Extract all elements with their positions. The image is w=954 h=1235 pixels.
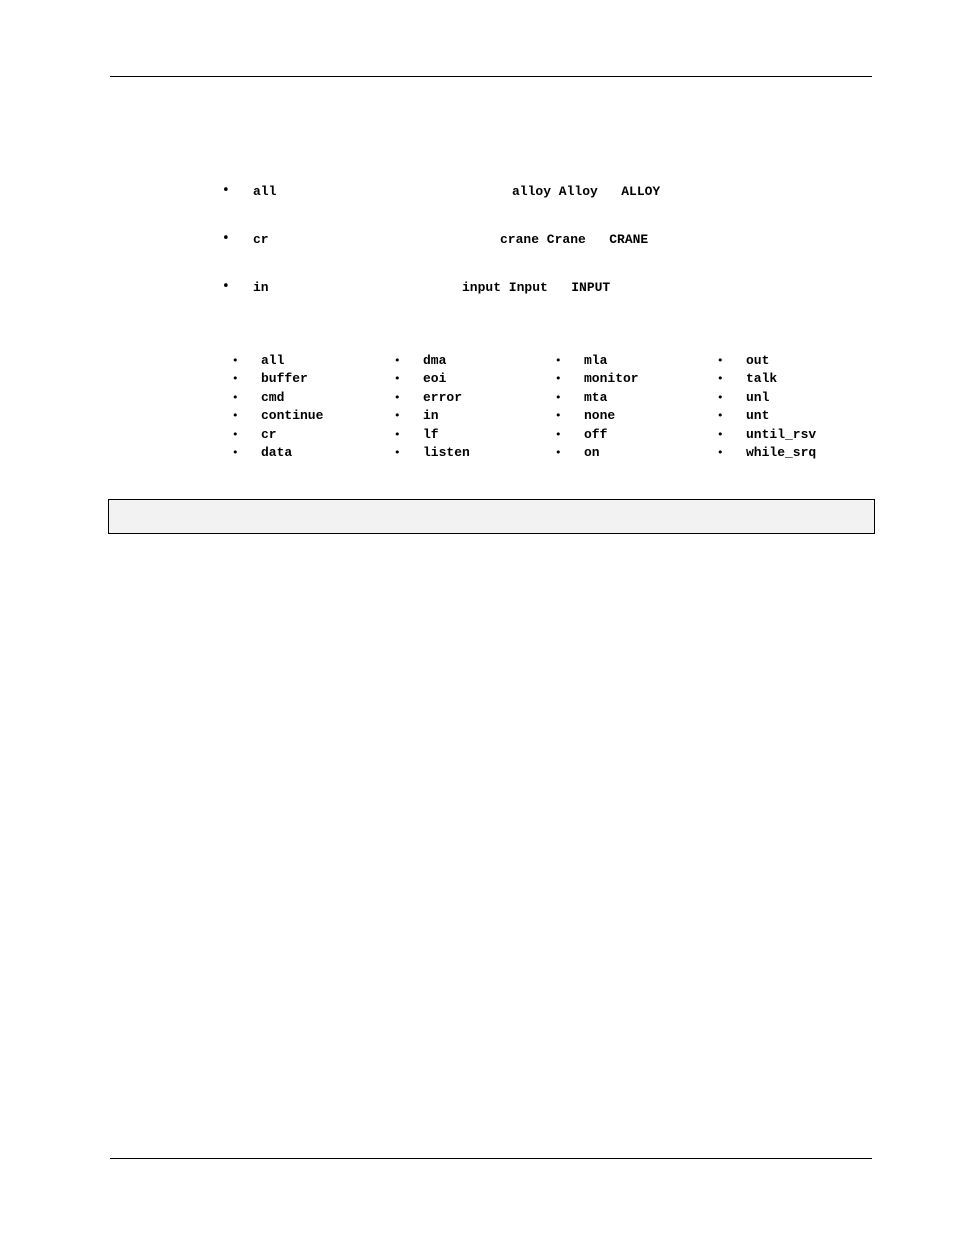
bullet: •: [394, 372, 401, 386]
bullet: •: [232, 427, 239, 441]
keyword-column-1: [232, 352, 392, 462]
bullet: •: [717, 427, 724, 441]
keyword-item: [394, 426, 554, 444]
keyword-item: [394, 389, 554, 407]
bullet: •: [222, 183, 230, 198]
bullet: •: [717, 409, 724, 423]
keyword: talk: [746, 371, 778, 387]
keyword-item: [232, 444, 392, 462]
keyword: none: [584, 408, 616, 424]
example-matches: alloy Alloy ALLOY: [512, 184, 661, 199]
keyword-item: [232, 352, 392, 370]
keyword-item: [232, 407, 392, 425]
keyword-item: [717, 352, 877, 370]
keyword: on: [584, 444, 600, 460]
keyword: until_rsv: [746, 426, 817, 442]
bullet: •: [232, 409, 239, 423]
bullet: •: [232, 372, 239, 386]
bullet: •: [394, 427, 401, 441]
keyword: cr: [261, 426, 277, 442]
bullet: •: [222, 231, 230, 246]
bullet: •: [394, 354, 401, 367]
keyword-item: [717, 407, 877, 425]
keyword: eoi: [423, 371, 447, 387]
keyword-item: [394, 444, 554, 462]
bullet: •: [222, 279, 230, 294]
keyword-item: [717, 370, 877, 388]
keyword-item: [232, 370, 392, 388]
keyword-column-3: [555, 352, 715, 462]
bullet: •: [394, 409, 401, 423]
bullet: •: [394, 445, 401, 459]
example-keyword: cr: [253, 232, 269, 247]
keyword: off: [584, 426, 608, 442]
keyword-item: [555, 407, 715, 425]
keyword-item: [717, 444, 877, 462]
bullet: •: [232, 445, 239, 459]
keyword: monitor: [584, 371, 639, 387]
example-matches: input Input INPUT: [462, 280, 611, 295]
keyword: out: [746, 353, 770, 368]
keyword: buffer: [261, 371, 308, 387]
bullet: •: [555, 354, 562, 367]
keyword: continue: [261, 408, 324, 424]
keyword: all: [261, 353, 285, 368]
keyword-item: [717, 426, 877, 444]
header-rule: [110, 76, 872, 77]
bullet: •: [555, 445, 562, 459]
keyword-item: [555, 444, 715, 462]
keyword: mta: [584, 389, 608, 405]
note-box: [108, 499, 875, 534]
bullet: •: [555, 372, 562, 386]
keyword: unt: [746, 408, 770, 424]
bullet: •: [555, 409, 562, 423]
bullet: •: [717, 354, 724, 367]
keyword: mla: [584, 353, 608, 368]
keyword-item: [232, 389, 392, 407]
keyword: cmd: [261, 389, 285, 405]
keyword-item: [394, 352, 554, 370]
keyword: dma: [423, 353, 447, 368]
keyword-item: [394, 370, 554, 388]
keyword-item: [232, 426, 392, 444]
keyword: in: [423, 408, 439, 424]
keyword: listen: [423, 444, 470, 460]
keyword-list: [232, 352, 852, 467]
footer-rule: [110, 1158, 872, 1159]
bullet: •: [555, 427, 562, 441]
keyword: lf: [423, 426, 439, 442]
example-keyword: in: [253, 280, 269, 295]
keyword: unl: [746, 389, 770, 405]
keyword-item: [394, 407, 554, 425]
keyword: error: [423, 389, 463, 405]
example-keyword: all: [253, 184, 277, 199]
bullet: •: [555, 390, 562, 404]
bullet: •: [232, 390, 239, 404]
keyword: while_srq: [746, 444, 817, 460]
keyword-item: [555, 352, 715, 370]
keyword-item: [555, 370, 715, 388]
keyword-item: [717, 389, 877, 407]
bullet: •: [717, 372, 724, 386]
bullet: •: [717, 390, 724, 404]
keyword-item: [555, 426, 715, 444]
keyword: data: [261, 444, 293, 460]
keyword-item: [555, 389, 715, 407]
bullet: •: [717, 445, 724, 459]
bullet: •: [394, 390, 401, 404]
keyword-column-4: [717, 352, 877, 462]
bullet: •: [232, 354, 239, 367]
keyword-column-2: [394, 352, 554, 462]
example-matches: crane Crane CRANE: [500, 232, 649, 247]
